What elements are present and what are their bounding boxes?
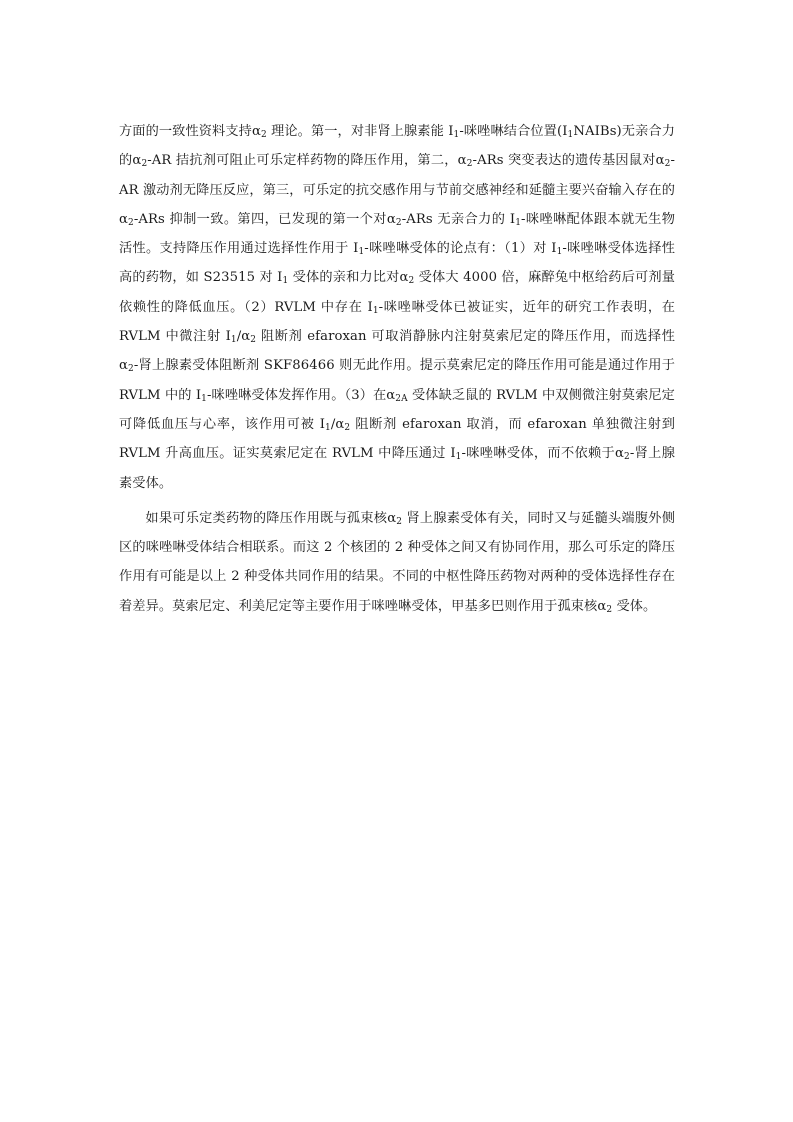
text-run: 阻断剂 efaroxan 取消，而 efaroxan 单独微注射到 RVLM 升高血压。证实莫索尼定在 RVLM 中降压通过 I [119,416,676,462]
text-run: -AR 拮抗剂可阻止可乐定样药物的降压作用，第二，α [147,153,467,169]
subscript: 1 [372,306,379,317]
subscript: 2 [466,159,473,170]
subscript: 2 [128,364,134,375]
subscript: 2 [141,159,148,170]
subscript: 1 [325,423,331,434]
subscript: 1 [455,452,462,463]
subscript: 2 [260,130,267,141]
subscript: 2 [344,423,351,434]
text-run: /α [236,329,251,345]
subscript: 2 [396,517,403,528]
subscript: 1 [453,130,460,141]
text-run: -咪唑啉受体的论点有：（1）对 I [364,241,557,257]
text-run: -ARs 抑制一致。第四，已发现的第一个对α [133,211,396,227]
paragraph-clonidine-conclusion [119,504,675,621]
subscript: 2 [408,276,415,287]
text-run: -肾上腺素受体。 [119,446,675,491]
text-run: 方面的一致性资料支持α [119,124,261,139]
subscript: 2 [606,604,613,615]
subscript: 2 [128,218,134,229]
text-run: -ARs 无亲合力的 I [401,211,516,227]
text-run: 如果可乐定类药物的降压作用既与孤束核α [145,510,397,526]
paragraph-alpha2-evidence [119,117,675,498]
text-run: -ARs 突变表达的遗传基因鼠对α [472,153,665,169]
text-run: -咪唑啉结合位置(I [459,124,568,139]
text-run: -咪唑啉受体选择性高的药物，如 S23515 对 I [119,241,675,286]
text-run: 受体大 4000 倍，麻醉兔中枢给药后可剂量依赖性的降低血压。（2）RVLM 中存在 I [119,270,675,315]
subscript: 1 [556,247,563,258]
subscript: 1 [567,130,574,141]
text-run: -肾上腺素受体阻断剂 SKF86466 则无此作用。提示莫索尼定的降压作用可能是通过作用于 RVLM 中的 I [119,358,675,403]
text-run: -AR 激动剂无降压反应，第三，可乐定的抗交感作用与节前交感神经和延髓主要兴奋输入存在的α [119,153,676,227]
text-run: 理论。第一，对非肾上腺素能 I [266,124,454,139]
subscript: 2 [395,218,402,229]
text-run: -咪唑啉受体已被证实，近年的研究工作表明，在 RVLM 中微注射 I [119,299,676,345]
text-run: 受体缺乏鼠的 RVLM 中双侧微注射莫索尼定可降低血压与心率，该作用可被 I [119,387,675,432]
document-page [119,117,675,621]
text-run: 受体的亲和力比对α [288,270,409,286]
subscript: 1 [230,335,237,346]
text-run: 受体。 [612,598,657,614]
subscript: 1 [282,276,289,287]
text-run: 肾上腺素受体有关，同时又与延髓头端腹外侧区的咪唑啉受体结合相联系。而这 2 个核团的 2 种受体之间又有协同作用，那么可乐定的降压作用有可能是以上 2 种受体共同作用的结果。不同的中枢性降压药物对两种的受体选择性存在着差异。莫索尼定、利美尼定等主要作用于咪唑啉受体，甲基多巴则作用于孤束核α [119,510,675,614]
text-run: -咪唑啉受体发挥作用。（3）在α [206,387,396,403]
subscript: 2A [395,393,408,404]
text-run: 阻断剂 efaroxan 可取消静脉内注射莫索尼定的降压作用，而选择性α [119,329,675,374]
text-run: /α [330,416,345,432]
text-run: -咪唑啉配体跟本就无生物活性。支持降压作用通过选择性作用于 I [119,211,675,257]
subscript: 1 [358,247,365,258]
subscript: 1 [515,218,521,229]
subscript: 2 [624,452,630,463]
subscript: 2 [664,159,671,170]
subscript: 2 [250,335,257,346]
text-run: -咪唑啉受体，而不依赖于α [461,446,625,462]
text-run: NAIBs)无亲合力的α [119,124,675,169]
subscript: 1 [201,393,207,404]
